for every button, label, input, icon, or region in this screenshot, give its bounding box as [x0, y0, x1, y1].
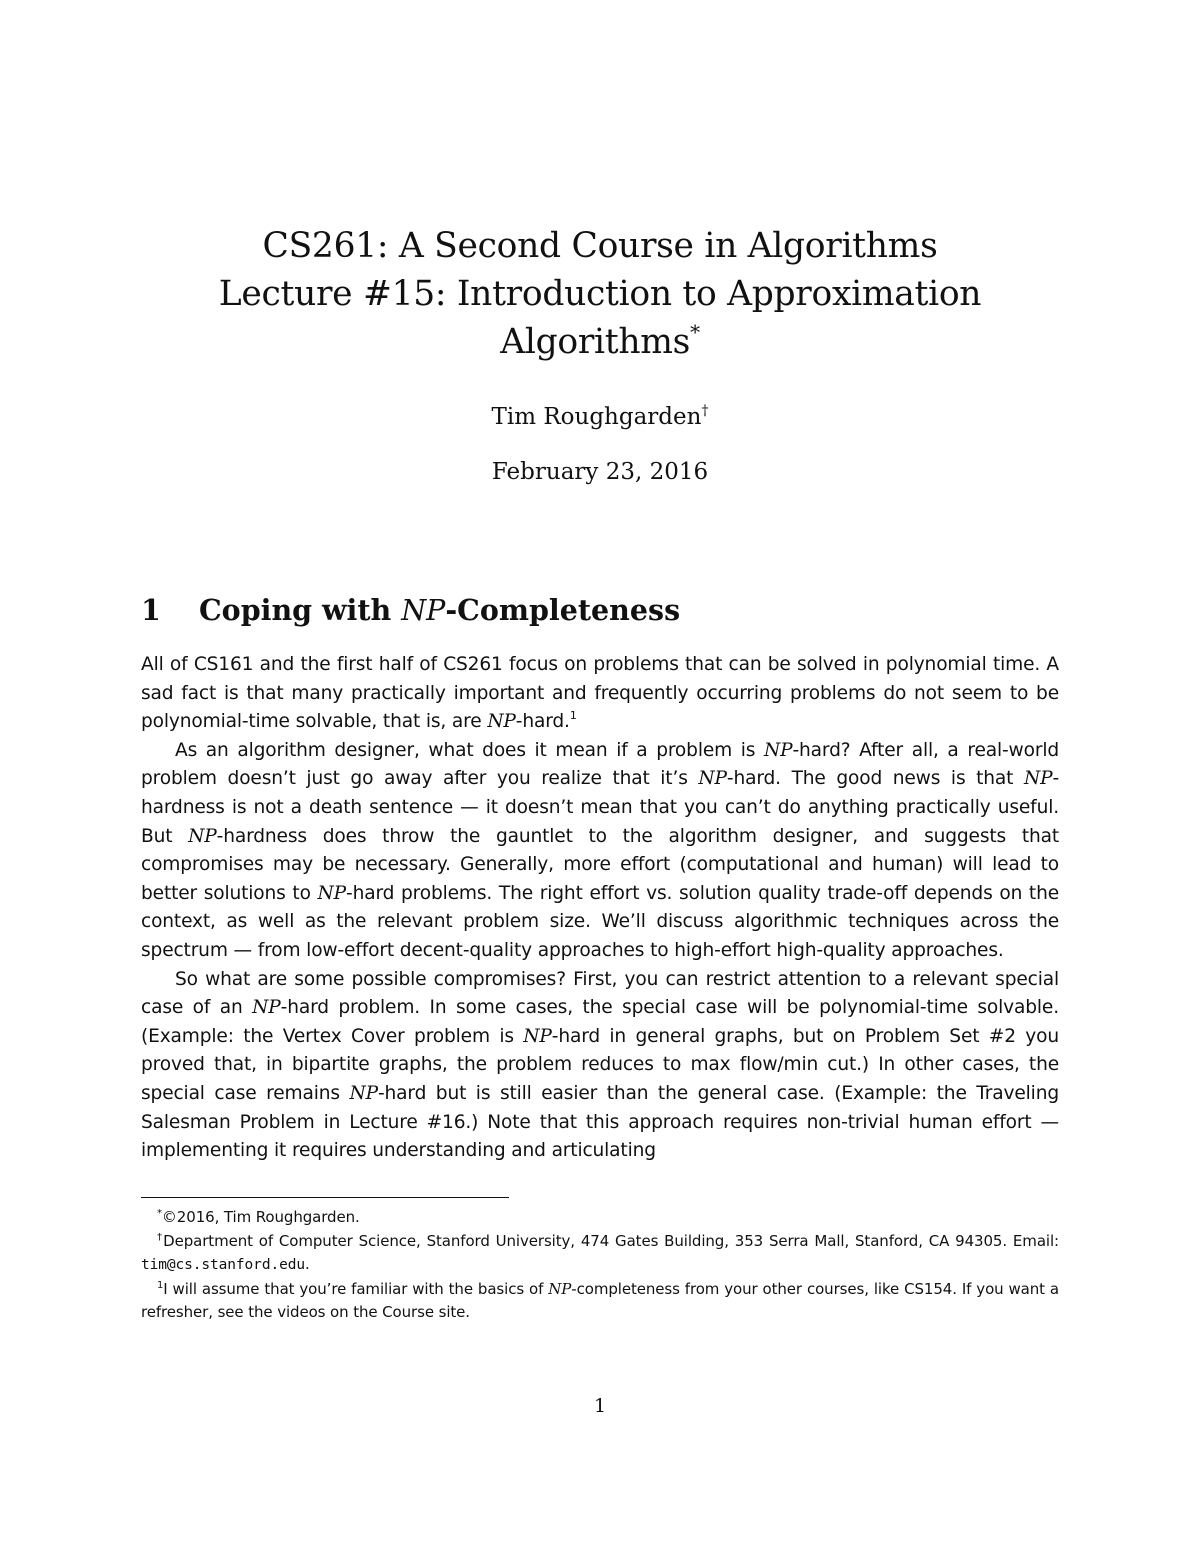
paragraph-2-text-d: -hardness is not a death sentence — it doesn’t mean that you can’t do anything practically useful. But — [141, 768, 1060, 847]
paragraph-1-text-b: -hard. — [515, 711, 570, 733]
paragraph-1-text-a: All of CS161 and the first half of CS261 focus on problems that can be solved in polynomial time. A sad fact is that many practically important and frequently occurring problems do not seem to be polynomial-time solvable, that is, are — [141, 654, 1059, 733]
author-name: Tim Roughgarden — [491, 404, 702, 430]
title-line-3-text: Algorithms — [500, 322, 691, 362]
paragraph-2-text-e: -hardness does throw the gauntlet to the algorithm designer, and suggests that compromises may be necessary. Generally, more effort (computational and human) will lead to better solutions to — [141, 825, 1059, 904]
section-heading — [141, 588, 680, 633]
np-math: NP — [548, 1279, 572, 1298]
section-title-before: Coping with — [199, 593, 402, 627]
np-math: NP — [349, 1082, 378, 1104]
footnote-dagger-end: . — [304, 1255, 310, 1273]
footnote-dagger — [141, 1230, 1059, 1278]
np-math: NP — [487, 711, 516, 733]
page-number: 1 — [593, 1395, 607, 1417]
title-line-2: Lecture #15: Introduction to Approximation — [218, 274, 982, 314]
paragraph-1 — [141, 651, 1059, 737]
section-number: 1 — [141, 593, 161, 627]
footnote-dagger-text: Department of Computer Science, Stanford University, 474 Gates Building, 353 Serra Mall, Stanford, CA 94305. Email: — [163, 1231, 1059, 1250]
title-footnote-mark[interactable]: * — [690, 320, 700, 344]
paper-title — [0, 222, 1200, 366]
email-link[interactable]: tim@cs.stanford.edu — [141, 1257, 305, 1273]
footnote-star — [141, 1206, 1059, 1230]
author-footnote-mark[interactable]: † — [701, 403, 709, 419]
title-line-1: CS261: A Second Course in Algorithms — [262, 226, 938, 266]
np-math: NP — [252, 997, 281, 1019]
section-title-np: NP — [401, 594, 446, 627]
paragraph-2-text-b: -hard? After all, a real-world problem doesn’t just go away after you realize that it’s — [141, 739, 1059, 790]
footnote-divider — [141, 1197, 509, 1198]
paragraph-2 — [141, 737, 1059, 966]
author — [0, 400, 1200, 434]
paragraph-3-text-a: So what are some possible compromises? First, you can restrict attention to a relevant special case of an — [141, 968, 1059, 1019]
paragraph-3 — [141, 966, 1059, 1166]
paragraph-2-text-a: As an algorithm designer, what does it mean if a problem is — [175, 739, 764, 761]
date: February 23, 2016 — [491, 459, 709, 485]
body-text — [141, 651, 1059, 1166]
paragraph-2-text-c: -hard. The good news is that — [726, 768, 1024, 790]
footnote-1 — [141, 1278, 1059, 1325]
np-math: NP — [764, 739, 793, 761]
paragraph-2-text-f: -hard problems. The right effort vs. solution quality trade-off depends on the context, as well as the relevant problem size. We’ll discuss algorithmic techniques across the spectrum — from low-effort decent-quality approaches to high-effort high-quality approaches. — [141, 882, 1059, 961]
footnote-1-mark[interactable]: 1 — [569, 709, 577, 723]
footnote-1-text-a: I will assume that you’re familiar with the basics of — [163, 1279, 549, 1298]
paragraph-3-text-d: -hard but is still easier than the general case. (Example: the Traveling Salesman Problem in Lecture #16.) Note that this approach requires non-trivial human effort — implementing it requires understanding and articulating — [141, 1082, 1059, 1162]
footnote-star-mark: * — [157, 1208, 162, 1219]
np-math: NP — [1023, 768, 1053, 790]
np-math: NP — [698, 768, 727, 790]
title-line-3 — [0, 318, 1200, 366]
np-math: NP — [188, 825, 217, 847]
footnote-star-text: ©2016, Tim Roughgarden. — [161, 1208, 360, 1226]
np-math: NP — [523, 1025, 552, 1047]
np-math: NP — [317, 882, 347, 904]
footnotes — [141, 1206, 1059, 1325]
footnote-1-text-b: -completeness from your other courses, like CS154. If you want a refresher, see the videos on the Course site. — [141, 1279, 1060, 1321]
section-title-after: -Completeness — [445, 593, 681, 627]
paragraph-3-text-c: -hard in general graphs, but on Problem Set #2 you proved that, in bipartite graphs, the problem reduces to max flow/min cut.) In other cases, the special case remains — [141, 1025, 1059, 1104]
footnote-dagger-mark: † — [157, 1231, 164, 1243]
paragraph-3-text-b: -hard problem. In some cases, the special case will be polynomial-time solvable. (Example: the Vertex Cover problem is — [141, 997, 1059, 1047]
footnote-1-number: 1 — [157, 1279, 164, 1291]
